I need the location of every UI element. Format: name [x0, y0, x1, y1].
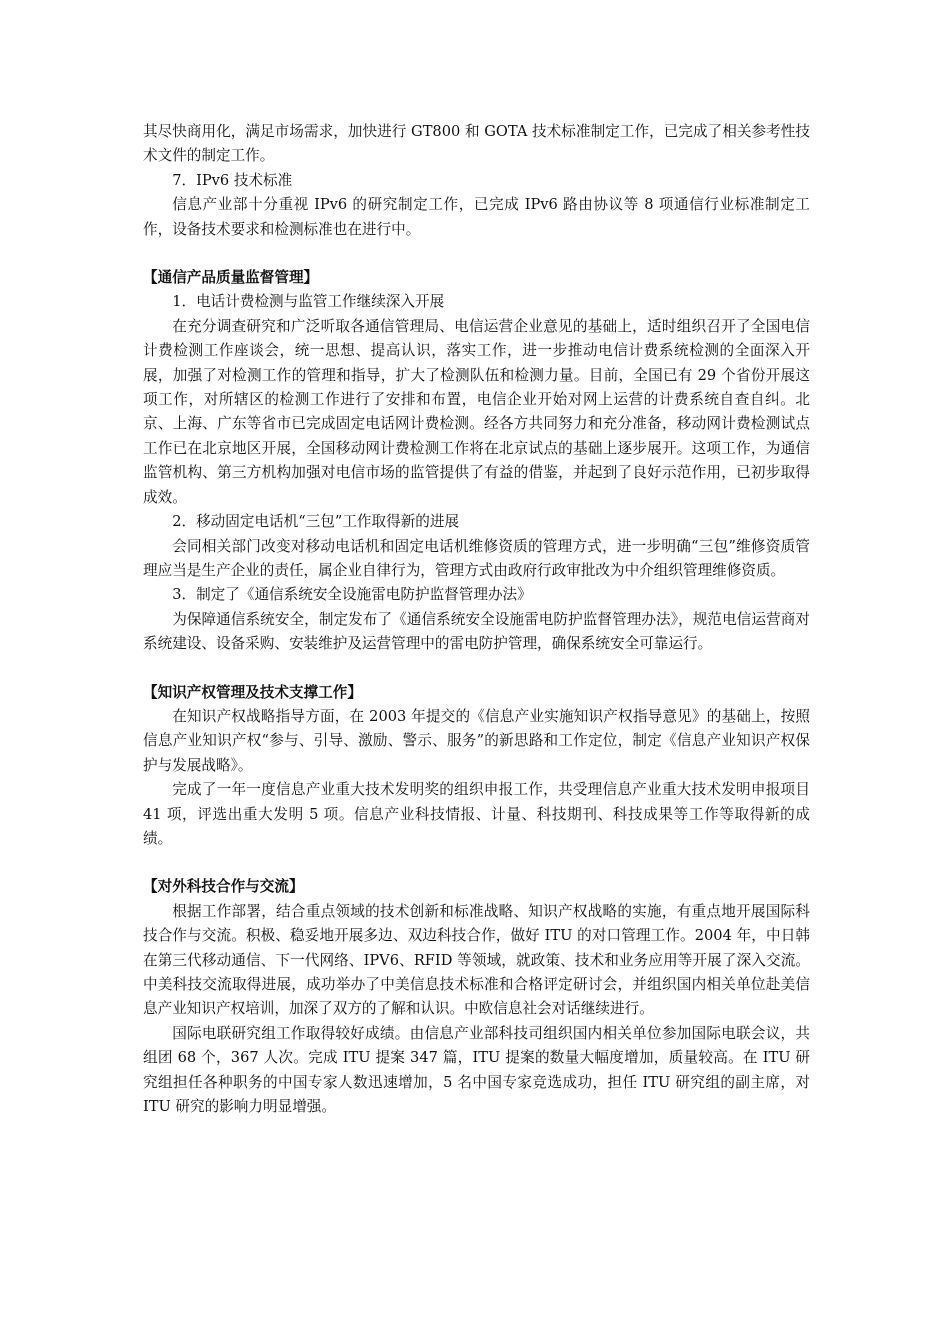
section-spacer [143, 242, 810, 266]
quality-item-2-body: 会同相关部门改变对移动电话机和固定电话机维修资质的管理方式，进一步明确“三包”维修资质管理应当是生产企业的责任，属企业自律行为，管理方式由政府行政审批改为中介组织管理维修资质。 [143, 537, 810, 579]
intl-paragraph-2: 国际电联研究组工作取得较好成绩。由信息产业部科技司组织国内相关单位参加国际电联会议，共组团 68 个，367 人次。完成 ITU 提案 347 篇，ITU 提案的数量大幅度增加，质量较高。在 ITU 研究组担任各种职务的中国专家人数迅速增加，5 名中国专家竞选成功，担任 ITU 研究组的副主席，对 ITU 研究的影响力明显增强。 [143, 1024, 810, 1116]
quality-item-3-title: 3．制定了《通信系统安全设施雷电防护监督管理办法》 [172, 586, 532, 604]
ip-paragraph-2: 完成了一年一度信息产业重大技术发明奖的组织申报工作，共受理信息产业重大技术发明申报项目 41 项，评选出重大发明 5 项。信息产业科技情报、计量、科技期刊、科技成果等工作等取得新的成绩。 [143, 781, 810, 847]
section-heading-intl: 【对外科技合作与交流】 [143, 878, 304, 896]
section-heading-ip: 【知识产权管理及技术支撑工作】 [143, 683, 362, 701]
document-body [143, 120, 810, 1119]
section-spacer [143, 851, 810, 875]
item-7-title: 7．IPv6 技术标准 [172, 171, 293, 189]
section-spacer [143, 657, 810, 681]
intl-paragraph-1: 根据工作部署，结合重点领域的技术创新和标准战略、知识产权战略的实施，有重点地开展国际科技合作与交流。积极、稳妥地开展多边、双边科技合作，做好 ITU 的对口管理工作。2004 年，中日韩在第三代移动通信、下一代网络、IPV6、RFID 等领域，就政策、技术和业务应用等开展了深入交流。中美科技交流取得进展，成功举办了中美信息技术标准和合格评定研讨会，并组织国内相关单位赴美信息产业知识产权培训，加深了双方的了解和认识。中欧信息社会对话继续进行。 [143, 902, 810, 1018]
section-heading-quality: 【通信产品质量监督管理】 [143, 269, 319, 287]
quality-item-1-title: 1．电话计费检测与监管工作继续深入开展 [172, 293, 445, 311]
quality-item-2-title: 2．移动固定电话机“三包”工作取得新的进展 [172, 513, 460, 531]
ip-paragraph-1: 在知识产权战略指导方面，在 2003 年提交的《信息产业实施知识产权指导意见》的基础上，按照信息产业知识产权“参与、引导、激励、警示、服务”的新思路和工作定位，制定《信息产业知识产权保护与发展战略》。 [143, 707, 810, 774]
item-7-body: 信息产业部十分重视 IPv6 的研究制定工作，已完成 IPv6 路由协议等 8 项通信行业标准制定工作，设备技术要求和检测标准也在进行中。 [143, 196, 810, 238]
quality-item-1-body: 在充分调查研究和广泛听取各通信管理局、电信运营企业意见的基础上，适时组织召开了全国电信计费检测工作座谈会，统一思想、提高认识，落实工作，进一步推动电信计费系统检测的全面深入开展，加强了对检测工作的管理和指导，扩大了检测队伍和检测力量。目前，全国已有 29 个省份开展这项工作，对所辖区的检测工作进行了安排和布置，电信企业开始对网上运营的计费系统自查自纠。北京、上海、广东等省市已完成固定电话网计费检测。经各方共同努力和充分准备，移动网计费检测试点工作已在北京地区开展，全国移动网计费检测工作将在北京试点的基础上逐步展开。这项工作，为通信监管机构、第三方机构加强对电信市场的监管提供了有益的借鉴，并起到了良好示范作用，已初步取得成效。 [143, 317, 810, 506]
quality-item-3-body: 为保障通信系统安全，制定发布了《通信系统安全设施雷电防护监督管理办法》，规范电信运营商对系统建设、设备采购、安装维护及运营管理中的雷电防护管理，确保系统安全可靠运行。 [143, 610, 810, 653]
paragraph-continuation: 其尽快商用化，满足市场需求，加快进行 GT800 和 GOTA 技术标准制定工作，已完成了相关参考性技术文件的制定工作。 [143, 123, 810, 165]
